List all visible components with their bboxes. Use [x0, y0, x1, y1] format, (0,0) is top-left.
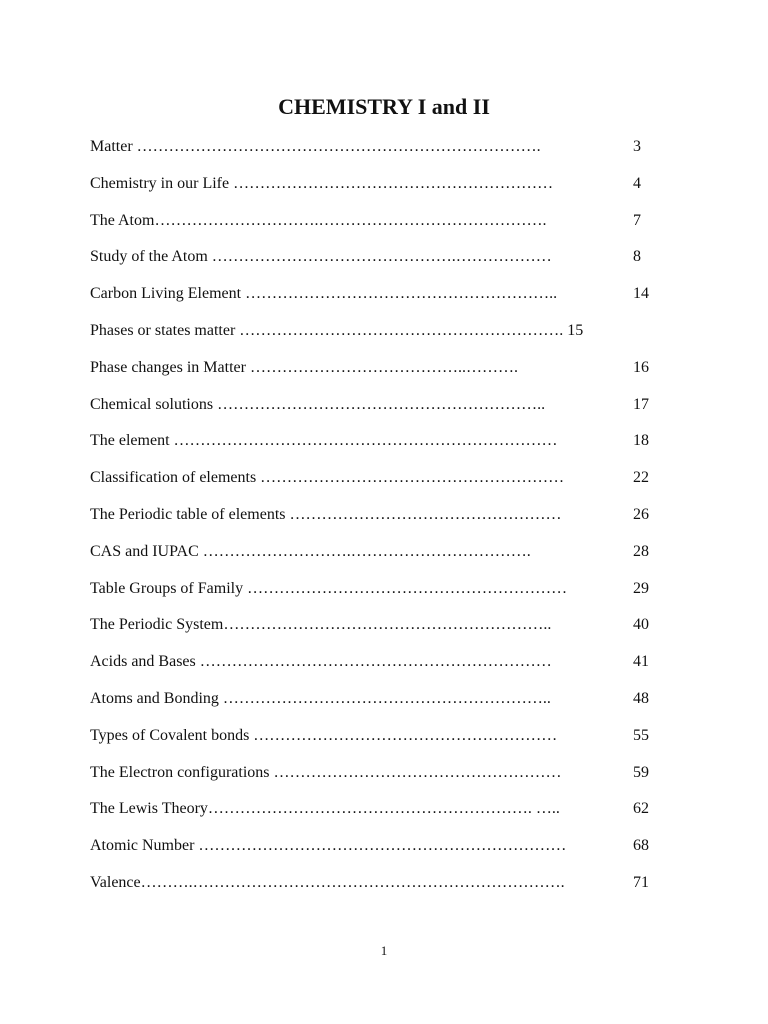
toc-row	[90, 464, 670, 501]
toc-entry-page: 29	[633, 579, 649, 597]
toc-row	[90, 685, 670, 722]
toc-row	[90, 538, 670, 575]
toc-entry-page: 62	[633, 800, 649, 818]
toc-entry-label: The Atom………………………….…………………………………….	[90, 211, 547, 229]
toc-row	[90, 207, 670, 244]
toc-entry-label: CAS and IUPAC ……………………….…………………………….	[90, 542, 531, 560]
toc-entry-label: Valence……….…………………………………………………………….	[90, 873, 565, 891]
toc-entry-page: 55	[633, 726, 649, 744]
table-of-contents	[90, 133, 670, 906]
toc-row	[90, 575, 670, 612]
toc-entry-label: Types of Covalent bonds …………………………………………………	[90, 726, 558, 744]
toc-entry-page: 8	[633, 248, 641, 266]
toc-entry-page: 16	[633, 358, 649, 376]
toc-row	[90, 869, 670, 906]
toc-entry-label: Acids and Bases …………………………………………………………	[90, 653, 552, 671]
toc-row	[90, 648, 670, 685]
toc-entry-label: Table Groups of Family ……………………………………………………	[90, 579, 568, 597]
toc-row	[90, 501, 670, 538]
toc-entry-label: The Periodic System……………………………………………………..	[90, 616, 552, 634]
toc-entry-label: Chemistry in our Life ……………………………………………………	[90, 174, 554, 192]
toc-row	[90, 354, 670, 391]
toc-entry-page: 26	[633, 505, 649, 523]
toc-row	[90, 133, 670, 170]
toc-row	[90, 170, 670, 207]
toc-entry-label: Atoms and Bonding ……………………………………………………..	[90, 689, 551, 707]
toc-entry-label: Phase changes in Matter …………………………………..……….	[90, 358, 518, 376]
toc-entry-label: The Electron configurations ………………………………………………	[90, 763, 562, 781]
toc-entry-page: 40	[633, 616, 649, 634]
toc-entry-label: Chemical solutions ……………………………………………………..	[90, 395, 546, 413]
toc-entry-label: Classification of elements …………………………………………………	[90, 469, 565, 487]
toc-entry-page: 18	[633, 432, 649, 450]
toc-row	[90, 243, 670, 280]
toc-entry-label: The element ………………………………………………………………	[90, 432, 558, 450]
toc-row	[90, 832, 670, 869]
toc-entry-page: 41	[633, 653, 649, 671]
toc-entry-page: 4	[633, 174, 641, 192]
toc-entry-label: The Periodic table of elements ……………………………………………	[90, 505, 562, 523]
toc-entry-page: 14	[633, 285, 649, 303]
toc-entry-label: Phases or states matter ……………………………………………………. 15	[90, 321, 584, 339]
toc-row	[90, 317, 670, 354]
toc-row	[90, 280, 670, 317]
toc-entry-page: 3	[633, 138, 641, 155]
page-number: 1	[380, 943, 388, 958]
toc-entry-page: 22	[633, 469, 649, 487]
toc-entry-page: 17	[633, 395, 649, 413]
toc-entry-label: Matter ………………………………………………………………….	[90, 138, 541, 155]
toc-row	[90, 759, 670, 796]
toc-row	[90, 795, 670, 832]
page-title: CHEMISTRY I and II	[278, 94, 490, 119]
toc-entry-page: 68	[633, 837, 649, 855]
toc-entry-label: The Lewis Theory……………………………………………………. …..	[90, 800, 560, 818]
toc-entry-label: Study of the Atom ……………………………………….………………	[90, 248, 552, 266]
toc-row	[90, 611, 670, 648]
toc-entry-page: 28	[633, 542, 649, 560]
toc-row	[90, 391, 670, 428]
toc-entry-label: Atomic Number ……………………………………………………………	[90, 837, 567, 855]
toc-row	[90, 722, 670, 759]
toc-row	[90, 427, 670, 464]
toc-entry-page: 59	[633, 763, 649, 781]
toc-entry-page: 48	[633, 689, 649, 707]
toc-entry-page: 71	[633, 873, 649, 891]
toc-entry-label: Carbon Living Element …………………………………………………..	[90, 285, 558, 303]
toc-entry-page: 7	[633, 211, 641, 229]
